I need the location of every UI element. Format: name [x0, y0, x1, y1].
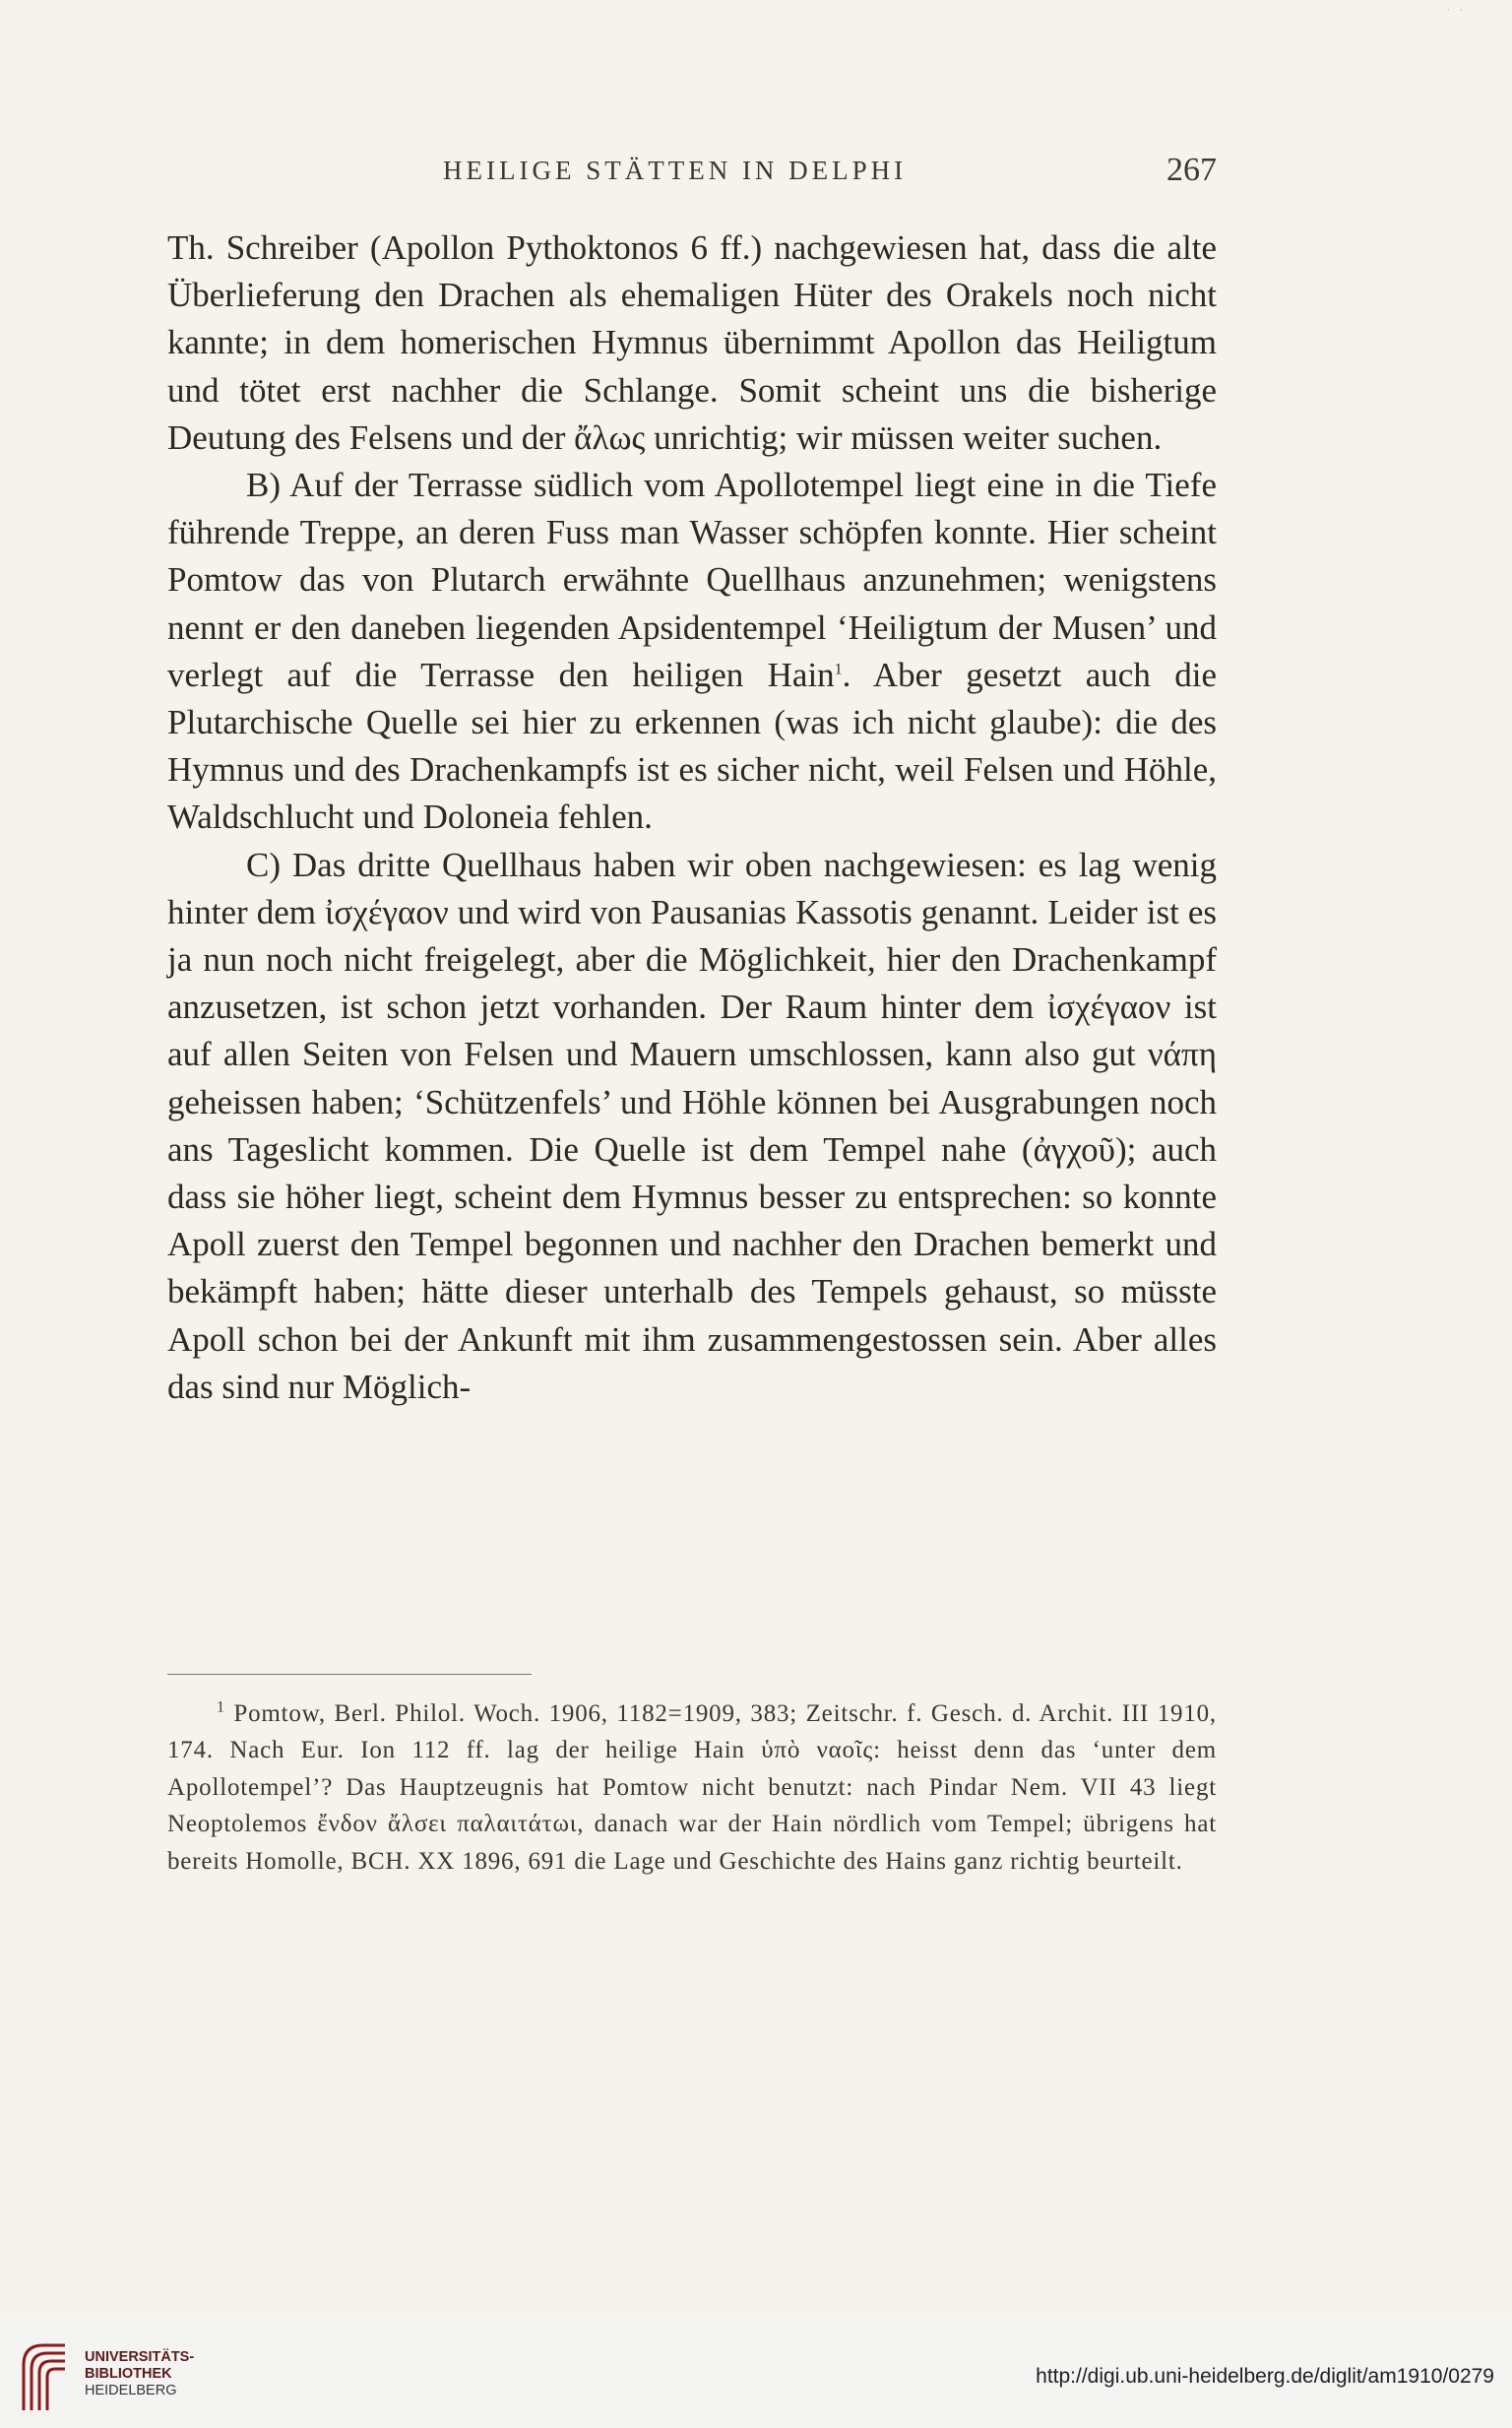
paragraph-2-end: . Aber gesetzt auch die Plutarchische Quelle sei hier zu erkennen (was ich nicht glaube): die des Hymnus und des Drachenkampfs ist es sicher nicht, weil Felsen und Höhle, Waldschlucht und Doloneia fehlen.: [167, 655, 1217, 837]
library-line-1: UNIVERSITÄTS-: [85, 2349, 195, 2365]
paragraph-3: C) Das dritte Quellhaus haben wir oben nachgewiesen: es lag wenig hinter dem ἰσχέγαον und wird von Pausanias Kassotis genannt. Leider ist es ja nun noch nicht freigelegt, aber die Möglichkeit, hier den Drachenkampf anzusetzen, ist schon jetzt vorhanden. Der Raum hinter dem ἰσχέγαον ist auf allen Seiten von Felsen und Mauern umschlossen, kann also gut νάπη geheissen haben; ‘Schützenfels’ und Höhle können bei Ausgrabungen noch ans Tageslicht kommen. Die Quelle ist dem Tempel nahe (ἀγχοῦ); auch dass sie höher liegt, scheint dem Hymnus besser zu entsprechen: so konnte Apoll zuerst den Tempel begonnen und nachher den Drachen bemerkt und bekämpft haben; hätte dieser unterhalb des Tempels gehaust, so müsste Apoll schon bei der Ankunft mit ihm zusammengestossen sein. Aber alles das sind nur Möglich-: [167, 845, 1217, 1406]
paragraph-2: [167, 462, 1217, 842]
footnote-mark: 1: [217, 1698, 225, 1716]
footnotes: [167, 1695, 1217, 1880]
footnote-1: [167, 1695, 1217, 1880]
page-header: [167, 148, 1217, 197]
library-logo-icon: [18, 2337, 71, 2414]
footnote-text: Pomtow, Berl. Philol. Woch. 1906, 1182=1909, 383; Zeitschr. f. Gesch. d. Archit. III 1910, 174. Nach Eur. Ion 112 ff. lag der heilige Hain ὑπὸ ναοῖς: heisst denn das ‘unter dem Apollotempel’? Das Hauptzeugnis hat Pomtow nicht benutzt: nach Pindar Nem. VII 43 liegt Neoptolemos ἔνδον ἄλσει παλαιτάτωι, danach war der Hain nördlich vom Tempel; übrigens hat bereits Homolle, BCH. XX 1896, 691 die Lage und Geschichte des Hains ganz richtig beurteilt.: [167, 1700, 1217, 1875]
library-line-3: HEIDELBERG: [85, 2383, 177, 2398]
library-name: [85, 2349, 194, 2399]
permalink-url[interactable]: http://digi.ub.uni-heidelberg.de/diglit/am1910/0279: [1036, 2365, 1494, 2388]
footnote-divider: [167, 1674, 532, 1675]
running-head: HEILIGE STÄTTEN IN DELPHI: [443, 156, 908, 185]
footnote-reference: 1: [834, 661, 843, 678]
main-text: [167, 224, 1217, 1411]
digitization-footer: [0, 2316, 1512, 2428]
library-line-2: BIBLIOTHEK: [85, 2366, 172, 2382]
paragraph-1: Th. Schreiber (Apollon Pythoktonos 6 ff.) nachgewiesen hat, dass die alte Überlieferung den Drachen als ehemaligen Hüter des Orakels noch nicht kannte; in dem homerischen Hymnus übernimmt Apollon das Heiligtum und tötet erst nachher die Schlange. Somit scheint uns die bisherige Deutung des Felsens und der ἄλως unrichtig; wir müssen weiter suchen.: [167, 228, 1217, 457]
page-number: 267: [1166, 152, 1217, 188]
paragraph-2-start: B) Auf der Terrasse südlich vom Apollotempel liegt eine in die Tiefe führende Treppe, an deren Fuss man Wasser schöpfen konnte. Hier scheint Pomtow das von Plutarch erwähnte Quellhaus anzunehmen; wenigstens nennt er den daneben liegenden Apsidentempel ‘Heiligtum der Musen’ und verlegt auf die Terrasse den heiligen Hain: [167, 466, 1217, 694]
scan-speck: · ·: [1447, 6, 1467, 15]
